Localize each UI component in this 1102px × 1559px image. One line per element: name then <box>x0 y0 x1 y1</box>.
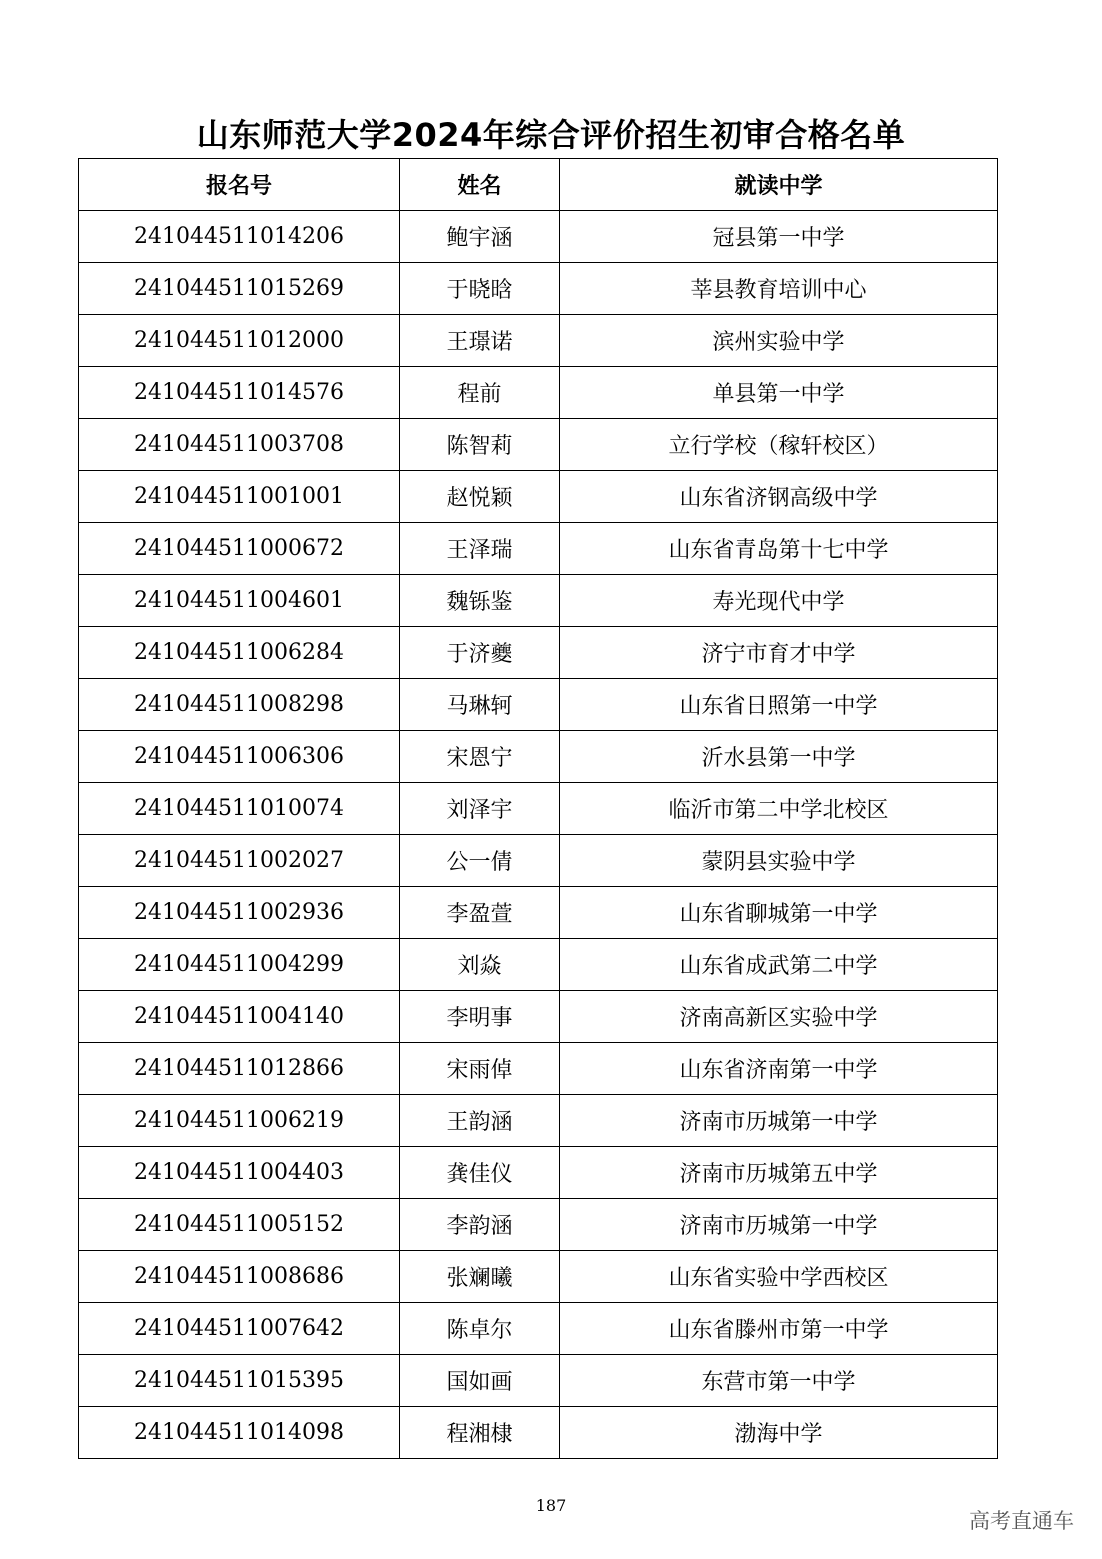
student-name-cell: 王璟诺 <box>400 315 560 367</box>
school-cell: 莘县教育培训中心 <box>560 263 998 315</box>
school-cell: 蒙阴县实验中学 <box>560 835 998 887</box>
registration-number-cell: 241044511006219 <box>79 1095 400 1147</box>
student-name-cell: 魏铄鉴 <box>400 575 560 627</box>
school-cell: 渤海中学 <box>560 1407 998 1459</box>
table-row <box>79 1407 998 1459</box>
school-cell: 山东省成武第二中学 <box>560 939 998 991</box>
school-cell: 山东省聊城第一中学 <box>560 887 998 939</box>
school-cell: 山东省青岛第十七中学 <box>560 523 998 575</box>
student-name-cell: 刘泽宇 <box>400 783 560 835</box>
table-row <box>79 939 998 991</box>
registration-number-cell: 241044511001001 <box>79 471 400 523</box>
student-name-cell: 李盈萱 <box>400 887 560 939</box>
school-cell: 济南市历城第五中学 <box>560 1147 998 1199</box>
school-cell: 山东省实验中学西校区 <box>560 1251 998 1303</box>
student-name-cell: 李韵涵 <box>400 1199 560 1251</box>
registration-number-cell: 241044511015269 <box>79 263 400 315</box>
registration-number-cell: 241044511014206 <box>79 211 400 263</box>
table-row <box>79 367 998 419</box>
table-row <box>79 1095 998 1147</box>
school-cell: 山东省济钢高级中学 <box>560 471 998 523</box>
school-cell: 山东省济南第一中学 <box>560 1043 998 1095</box>
table-row <box>79 991 998 1043</box>
registration-number-cell: 241044511012000 <box>79 315 400 367</box>
table-row <box>79 887 998 939</box>
school-cell: 济南高新区实验中学 <box>560 991 998 1043</box>
student-name-cell: 张斓曦 <box>400 1251 560 1303</box>
column-header-name: 姓名 <box>400 159 560 211</box>
student-name-cell: 于济夔 <box>400 627 560 679</box>
school-cell: 济南市历城第一中学 <box>560 1199 998 1251</box>
student-name-cell: 鲍宇涵 <box>400 211 560 263</box>
registration-number-cell: 241044511000672 <box>79 523 400 575</box>
student-name-cell: 王泽瑞 <box>400 523 560 575</box>
school-cell: 沂水县第一中学 <box>560 731 998 783</box>
table-row <box>79 731 998 783</box>
admission-list-table <box>78 158 998 1459</box>
table-row <box>79 1147 998 1199</box>
student-name-cell: 王韵涵 <box>400 1095 560 1147</box>
registration-number-cell: 241044511014098 <box>79 1407 400 1459</box>
school-cell: 山东省滕州市第一中学 <box>560 1303 998 1355</box>
school-cell: 寿光现代中学 <box>560 575 998 627</box>
table-row <box>79 627 998 679</box>
registration-number-cell: 241044511005152 <box>79 1199 400 1251</box>
student-name-cell: 宋雨倬 <box>400 1043 560 1095</box>
table-row <box>79 835 998 887</box>
document-title: 山东师范大学2024年综合评价招生初审合格名单 <box>196 116 906 154</box>
registration-number-cell: 241044511008298 <box>79 679 400 731</box>
registration-number-cell: 241044511008686 <box>79 1251 400 1303</box>
header-row <box>79 159 998 211</box>
student-name-cell: 公一倩 <box>400 835 560 887</box>
registration-number-cell: 241044511007642 <box>79 1303 400 1355</box>
school-cell: 济南市历城第一中学 <box>560 1095 998 1147</box>
student-name-cell: 于晓晗 <box>400 263 560 315</box>
registration-number-cell: 241044511004299 <box>79 939 400 991</box>
school-cell: 济宁市育才中学 <box>560 627 998 679</box>
registration-number-cell: 241044511010074 <box>79 783 400 835</box>
school-cell: 滨州实验中学 <box>560 315 998 367</box>
column-header-school: 就读中学 <box>560 159 998 211</box>
page-number: 187 <box>535 1496 567 1515</box>
registration-number-cell: 241044511004140 <box>79 991 400 1043</box>
registration-number-cell: 241044511004403 <box>79 1147 400 1199</box>
table-row <box>79 419 998 471</box>
registration-number-cell: 241044511004601 <box>79 575 400 627</box>
registration-number-cell: 241044511015395 <box>79 1355 400 1407</box>
table-row <box>79 315 998 367</box>
table-row <box>79 1303 998 1355</box>
registration-number-cell: 241044511006284 <box>79 627 400 679</box>
table-row <box>79 679 998 731</box>
student-name-cell: 马琳轲 <box>400 679 560 731</box>
student-name-cell: 宋恩宁 <box>400 731 560 783</box>
student-name-cell: 陈智莉 <box>400 419 560 471</box>
table-row <box>79 211 998 263</box>
table-row <box>79 263 998 315</box>
registration-number-cell: 241044511002936 <box>79 887 400 939</box>
table-row <box>79 1199 998 1251</box>
student-name-cell: 程湘棣 <box>400 1407 560 1459</box>
table-header <box>79 159 998 211</box>
school-cell: 立行学校（稼轩校区） <box>560 419 998 471</box>
table-row <box>79 1251 998 1303</box>
school-cell: 冠县第一中学 <box>560 211 998 263</box>
school-cell: 东营市第一中学 <box>560 1355 998 1407</box>
table-row <box>79 523 998 575</box>
school-cell: 山东省日照第一中学 <box>560 679 998 731</box>
registration-number-cell: 241044511014576 <box>79 367 400 419</box>
table-row <box>79 471 998 523</box>
school-cell: 临沂市第二中学北校区 <box>560 783 998 835</box>
registration-number-cell: 241044511012866 <box>79 1043 400 1095</box>
table-row <box>79 1043 998 1095</box>
student-name-cell: 赵悦颖 <box>400 471 560 523</box>
student-name-cell: 陈卓尔 <box>400 1303 560 1355</box>
student-name-cell: 龚佳仪 <box>400 1147 560 1199</box>
table-body <box>79 211 998 1459</box>
table-row <box>79 1355 998 1407</box>
school-cell: 单县第一中学 <box>560 367 998 419</box>
registration-number-cell: 241044511002027 <box>79 835 400 887</box>
student-name-cell: 程前 <box>400 367 560 419</box>
student-name-cell: 刘焱 <box>400 939 560 991</box>
table-row <box>79 783 998 835</box>
registration-number-cell: 241044511003708 <box>79 419 400 471</box>
student-name-cell: 国如画 <box>400 1355 560 1407</box>
registration-number-cell: 241044511006306 <box>79 731 400 783</box>
table-row <box>79 575 998 627</box>
student-name-cell: 李明事 <box>400 991 560 1043</box>
column-header-registration-number: 报名号 <box>79 159 400 211</box>
watermark-text: 高考直通车 <box>969 1509 1074 1533</box>
